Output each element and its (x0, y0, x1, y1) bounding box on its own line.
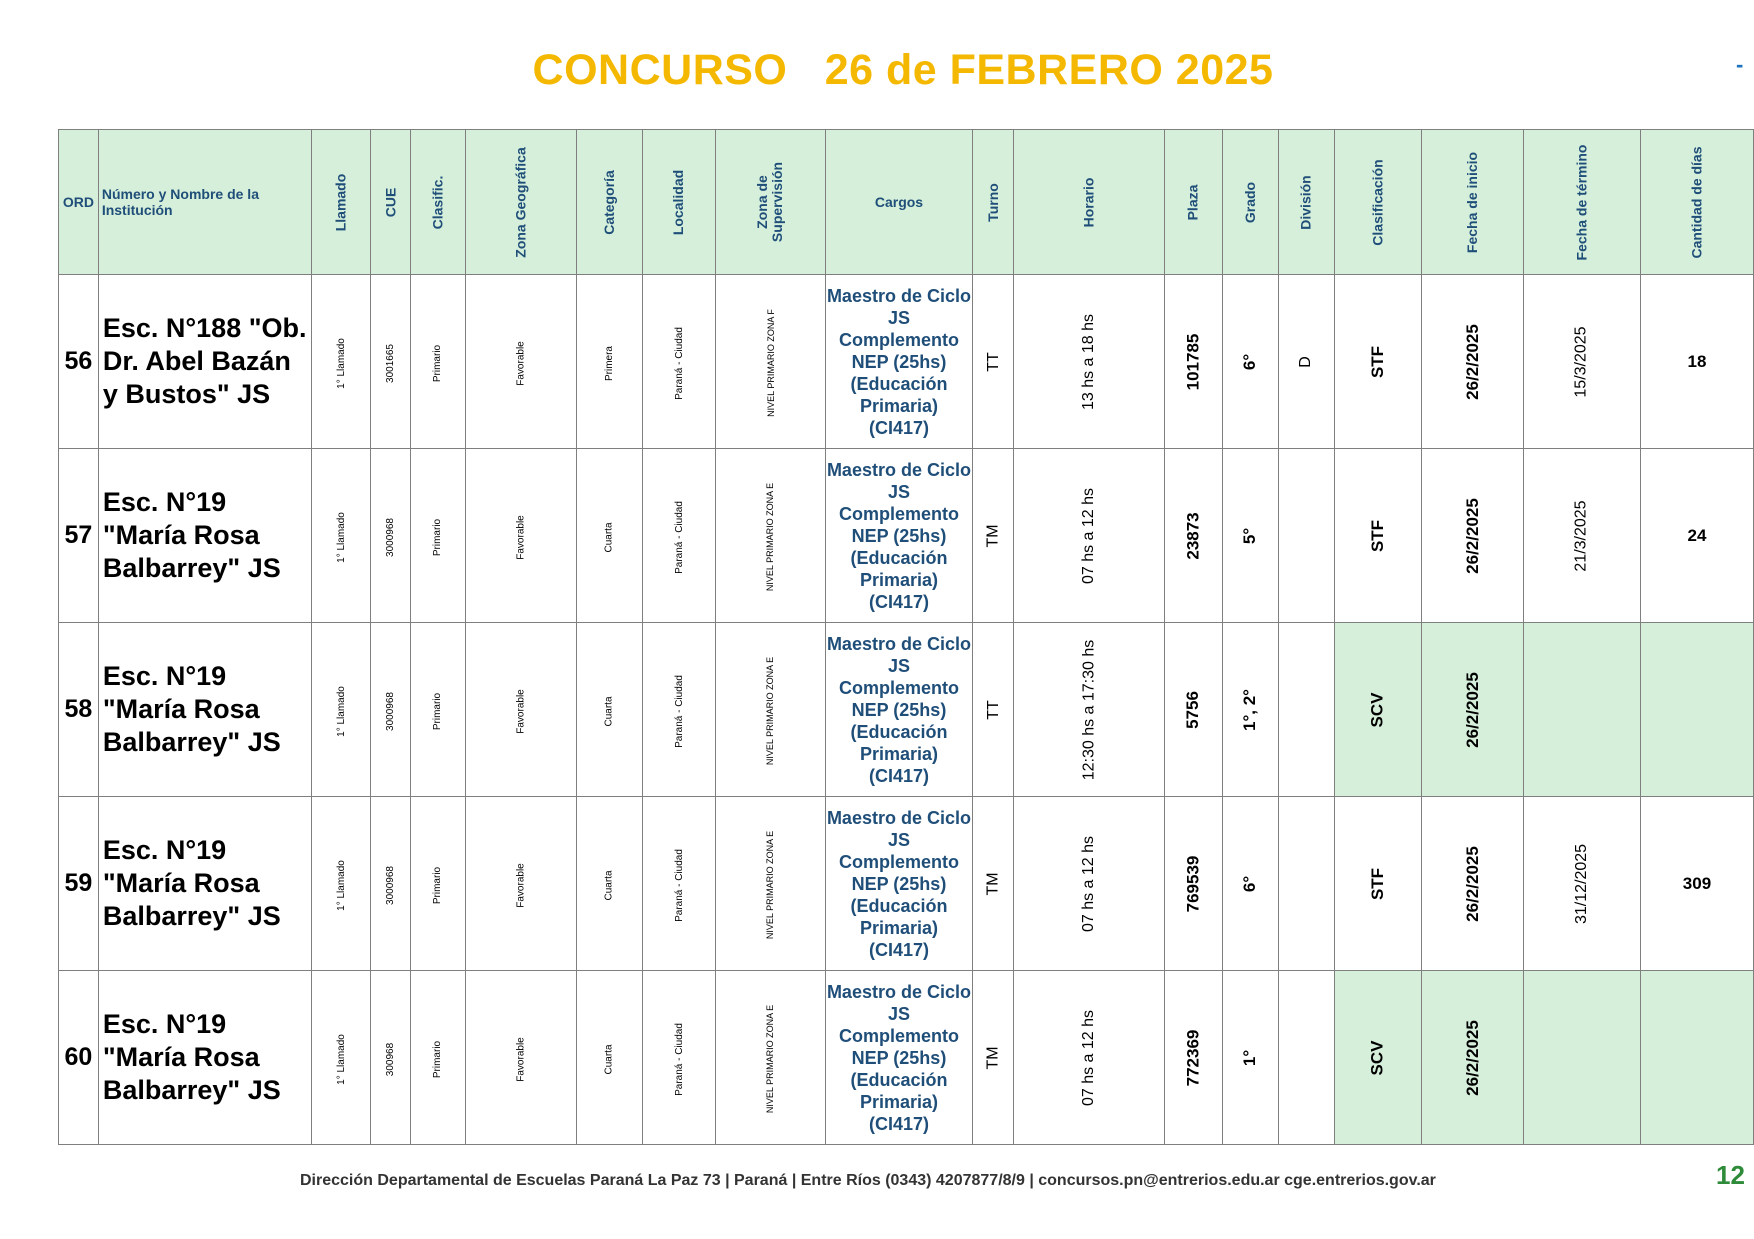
header-row (59, 130, 1754, 275)
table-row (59, 971, 1754, 1145)
llamado-text: 1° Llamado (335, 511, 347, 563)
cargo-line: (CI417) (868, 939, 929, 960)
turno-text: TM (984, 871, 1002, 896)
cell-plaza (1164, 623, 1222, 797)
cell-clasific (410, 275, 465, 449)
cell-cue (370, 275, 410, 449)
header-institucion: Número y Nombre de la Institución (98, 130, 311, 275)
cell-cantidad-dias: 18 (1640, 275, 1753, 449)
clasific-text: Primario (432, 692, 444, 730)
concurso-table (58, 129, 1754, 1145)
zona-geografica-text: Favorable (515, 340, 527, 386)
cell-fecha-termino (1524, 971, 1641, 1145)
cell-localidad (642, 449, 716, 623)
cargo-line: (Educación Primaria) (850, 895, 948, 938)
cargo-line: (CI417) (868, 417, 929, 438)
cell-categoria (576, 797, 642, 971)
cargo-line: Complemento NEP (25hs) (838, 677, 959, 720)
cell-turno (973, 275, 1014, 449)
cell-plaza (1164, 449, 1222, 623)
cue-text: 300968 (384, 1042, 396, 1076)
cell-fecha-termino (1524, 797, 1641, 971)
cell-horario (1014, 623, 1164, 797)
grado-text: 6° (1240, 353, 1260, 370)
grado-text: 6° (1240, 875, 1260, 892)
cell-clasific (410, 971, 465, 1145)
cell-llamado (312, 971, 371, 1145)
clasificacion-text: STF (1367, 519, 1387, 552)
cell-turno (973, 797, 1014, 971)
header-cantidad-dias: Cantidad de días (1640, 130, 1753, 275)
cargo-line: (Educación Primaria) (850, 1069, 948, 1112)
localidad-text: Paraná - Ciudad (673, 326, 685, 400)
cell-plaza (1164, 275, 1222, 449)
turno-text: TT (984, 351, 1002, 372)
division-text: D (1297, 355, 1315, 368)
zona-supervision-text: NIVEL PRIMARIO ZONA E (765, 830, 776, 939)
page-number: 12 (1716, 1160, 1745, 1190)
cell-fecha-termino (1524, 275, 1641, 449)
cargo-line: (Educación Primaria) (850, 547, 948, 590)
cell-localidad (642, 623, 716, 797)
plaza-text: 769539 (1183, 855, 1203, 912)
cell-fecha-inicio (1421, 449, 1523, 623)
cell-grado (1222, 971, 1278, 1145)
cargo-line: Maestro de Ciclo JS (826, 981, 971, 1024)
cargo-line: Maestro de Ciclo JS (826, 459, 971, 502)
table-row (59, 797, 1754, 971)
cell-fecha-termino (1524, 449, 1641, 623)
cell-horario (1014, 797, 1164, 971)
zona-supervision-text: NIVEL PRIMARIO ZONA E (765, 656, 776, 765)
clasificacion-text: SCV (1367, 1040, 1387, 1075)
cell-clasific (410, 449, 465, 623)
grado-text: 5° (1240, 527, 1260, 544)
cue-text: 3001665 (384, 343, 396, 383)
cell-turno (973, 449, 1014, 623)
table-row (59, 275, 1754, 449)
table-row (59, 623, 1754, 797)
cell-cue (370, 623, 410, 797)
cargo-line: Complemento NEP (25hs) (838, 329, 959, 372)
cell-horario (1014, 971, 1164, 1145)
cell-cantidad-dias (1640, 971, 1753, 1145)
grado-text: 1° (1240, 1049, 1260, 1066)
header-zona-supervision: Zona de Supervisión (716, 130, 825, 275)
cell-zona-supervision (716, 971, 825, 1145)
cell-fecha-termino (1524, 623, 1641, 797)
cell-localidad (642, 275, 716, 449)
cell-cue (370, 797, 410, 971)
fecha-inicio-text: 26/2/2025 (1462, 1019, 1482, 1096)
cell-institucion: Esc. N°19 "María Rosa Balbarrey" JS (98, 797, 311, 971)
header-turno: Turno (973, 130, 1014, 275)
table-row (59, 449, 1754, 623)
plaza-text: 23873 (1183, 511, 1203, 560)
header-fecha-termino: Fecha de término (1524, 130, 1641, 275)
cell-ord: 60 (59, 971, 99, 1145)
corner-mark[interactable]: - (1736, 52, 1744, 77)
cell-clasificacion (1334, 623, 1421, 797)
clasific-text: Primario (432, 518, 444, 556)
header-clasificacion: Clasificación (1334, 130, 1421, 275)
clasific-text: Primario (432, 866, 444, 904)
plaza-text: 772369 (1183, 1029, 1203, 1086)
cell-plaza (1164, 971, 1222, 1145)
cell-llamado (312, 275, 371, 449)
header-ord: ORD (59, 130, 99, 275)
cell-grado (1222, 797, 1278, 971)
turno-text: TM (984, 523, 1002, 548)
zona-geografica-text: Favorable (515, 862, 527, 908)
cell-cantidad-dias: 24 (1640, 449, 1753, 623)
clasificacion-text: STF (1367, 345, 1387, 378)
cell-clasificacion (1334, 449, 1421, 623)
horario-text: 13 hs a 18 hs (1080, 313, 1098, 410)
grado-text: 1°, 2° (1240, 688, 1260, 731)
fecha-inicio-text: 26/2/2025 (1462, 497, 1482, 574)
cue-text: 3000968 (384, 865, 396, 905)
zona-supervision-text: NIVEL PRIMARIO ZONA E (765, 1004, 776, 1113)
cargo-line: Complemento NEP (25hs) (838, 503, 959, 546)
clasific-text: Primario (432, 1040, 444, 1078)
fecha-inicio-text: 26/2/2025 (1462, 323, 1482, 400)
categoria-text: Cuarta (603, 869, 615, 901)
cell-division (1279, 449, 1334, 623)
cargo-line: (CI417) (868, 1113, 929, 1134)
cell-clasificacion (1334, 971, 1421, 1145)
cargo-line: (CI417) (868, 591, 929, 612)
header-clasific: Clasific. (410, 130, 465, 275)
cell-cue (370, 971, 410, 1145)
cell-zona-supervision (716, 275, 825, 449)
header-zona-geografica: Zona Geográfica (465, 130, 576, 275)
cell-fecha-inicio (1421, 623, 1523, 797)
fecha-termino-text: 15/3/2025 (1572, 325, 1590, 398)
turno-text: TT (984, 699, 1002, 720)
zona-supervision-text: NIVEL PRIMARIO ZONA E (765, 482, 776, 591)
cell-horario (1014, 449, 1164, 623)
header-grado: Grado (1222, 130, 1278, 275)
cell-llamado (312, 623, 371, 797)
header-horario: Horario (1014, 130, 1164, 275)
cell-fecha-inicio (1421, 797, 1523, 971)
horario-text: 07 hs a 12 hs (1080, 487, 1098, 584)
cell-cargos (825, 449, 973, 623)
cell-cue (370, 449, 410, 623)
cell-zona-geografica (465, 971, 576, 1145)
cell-cargos (825, 623, 973, 797)
cell-turno (973, 971, 1014, 1145)
cell-ord: 58 (59, 623, 99, 797)
cell-cargos (825, 275, 973, 449)
zona-supervision-text: NIVEL PRIMARIO ZONA F (765, 308, 776, 417)
cargo-line: Maestro de Ciclo JS (826, 633, 971, 676)
clasificacion-text: SCV (1367, 692, 1387, 727)
cell-ord: 56 (59, 275, 99, 449)
cell-categoria (576, 449, 642, 623)
cell-grado (1222, 623, 1278, 797)
cell-clasific (410, 623, 465, 797)
localidad-text: Paraná - Ciudad (673, 1022, 685, 1096)
fecha-inicio-text: 26/2/2025 (1462, 671, 1482, 748)
cell-fecha-inicio (1421, 275, 1523, 449)
cell-zona-supervision (716, 797, 825, 971)
cell-clasificacion (1334, 275, 1421, 449)
header-categoria: Categoría (576, 130, 642, 275)
fecha-termino-text: 21/3/2025 (1572, 499, 1590, 572)
header-plaza: Plaza (1164, 130, 1222, 275)
cargo-line: Maestro de Ciclo JS (826, 807, 971, 850)
cargo-line: Complemento NEP (25hs) (838, 851, 959, 894)
categoria-text: Primera (603, 345, 615, 381)
cell-categoria (576, 971, 642, 1145)
cell-institucion: Esc. N°19 "María Rosa Balbarrey" JS (98, 971, 311, 1145)
categoria-text: Cuarta (603, 695, 615, 727)
cell-zona-geografica (465, 275, 576, 449)
cell-horario (1014, 275, 1164, 449)
cell-llamado (312, 797, 371, 971)
cell-ord: 57 (59, 449, 99, 623)
header-localidad: Localidad (642, 130, 716, 275)
cell-institucion: Esc. N°188 "Ob. Dr. Abel Bazán y Bustos" JS (98, 275, 311, 449)
cell-grado (1222, 449, 1278, 623)
cell-institucion: Esc. N°19 "María Rosa Balbarrey" JS (98, 449, 311, 623)
cue-text: 3000968 (384, 691, 396, 731)
zona-geografica-text: Favorable (515, 1036, 527, 1082)
cell-cantidad-dias: 309 (1640, 797, 1753, 971)
llamado-text: 1° Llamado (335, 859, 347, 911)
localidad-text: Paraná - Ciudad (673, 500, 685, 574)
cue-text: 3000968 (384, 517, 396, 557)
cell-zona-supervision (716, 449, 825, 623)
llamado-text: 1° Llamado (335, 1033, 347, 1085)
header-cue: CUE (370, 130, 410, 275)
cell-plaza (1164, 797, 1222, 971)
cell-institucion: Esc. N°19 "María Rosa Balbarrey" JS (98, 623, 311, 797)
zona-geografica-text: Favorable (515, 688, 527, 734)
cell-fecha-inicio (1421, 971, 1523, 1145)
cell-llamado (312, 449, 371, 623)
cell-division (1279, 971, 1334, 1145)
cell-zona-geografica (465, 797, 576, 971)
turno-text: TM (984, 1045, 1002, 1070)
cell-clasific (410, 797, 465, 971)
horario-text: 12:30 hs a 17:30 hs (1080, 639, 1098, 780)
header-llamado: Llamado (312, 130, 371, 275)
cell-division (1279, 275, 1334, 449)
cell-division (1279, 623, 1334, 797)
fecha-termino-text: 31/12/2025 (1572, 843, 1590, 924)
cell-zona-geografica (465, 623, 576, 797)
clasificacion-text: STF (1367, 867, 1387, 900)
cargo-line: (CI417) (868, 765, 929, 786)
zona-geografica-text: Favorable (515, 514, 527, 560)
cell-division (1279, 797, 1334, 971)
clasific-text: Primario (432, 344, 444, 382)
cell-grado (1222, 275, 1278, 449)
cargo-line: (Educación Primaria) (850, 721, 948, 764)
header-cargos: Cargos (825, 130, 973, 275)
header-division: División (1279, 130, 1334, 275)
localidad-text: Paraná - Ciudad (673, 674, 685, 748)
llamado-text: 1° Llamado (335, 685, 347, 737)
cell-localidad (642, 797, 716, 971)
plaza-text: 101785 (1183, 333, 1203, 390)
cargo-line: Complemento NEP (25hs) (838, 1025, 959, 1068)
footer-contact: Dirección Departamental de Escuelas Paraná La Paz 73 | Paraná | Entre Ríos (0343) 4207877/8/9 | concursos.pn@entrerios.edu.ar cge.entrerios.gov.ar (300, 1172, 1436, 1189)
categoria-text: Cuarta (603, 1043, 615, 1075)
cell-localidad (642, 971, 716, 1145)
page-title: CONCURSO 26 de FEBRERO 2025 (532, 46, 1274, 94)
cell-zona-supervision (716, 623, 825, 797)
horario-text: 07 hs a 12 hs (1080, 1009, 1098, 1106)
cell-categoria (576, 623, 642, 797)
cargo-line: (Educación Primaria) (850, 373, 948, 416)
cargo-line: Maestro de Ciclo JS (826, 285, 971, 328)
cell-cargos (825, 971, 973, 1145)
cell-cantidad-dias (1640, 623, 1753, 797)
fecha-inicio-text: 26/2/2025 (1462, 845, 1482, 922)
header-fecha-inicio: Fecha de inicio (1421, 130, 1523, 275)
cell-ord: 59 (59, 797, 99, 971)
categoria-text: Cuarta (603, 521, 615, 553)
horario-text: 07 hs a 12 hs (1080, 835, 1098, 932)
cell-categoria (576, 275, 642, 449)
localidad-text: Paraná - Ciudad (673, 848, 685, 922)
cell-clasificacion (1334, 797, 1421, 971)
cell-cargos (825, 797, 973, 971)
cell-zona-geografica (465, 449, 576, 623)
cell-turno (973, 623, 1014, 797)
plaza-text: 5756 (1183, 690, 1203, 729)
llamado-text: 1° Llamado (335, 337, 347, 389)
